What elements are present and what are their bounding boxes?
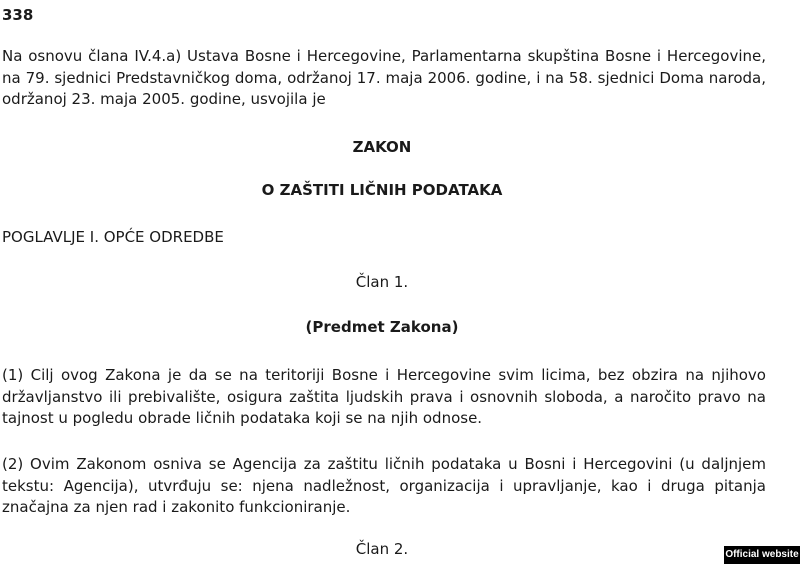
page-number: 338 [2, 6, 34, 24]
law-title-heading: O ZAŠTITI LIČNIH PODATAKA [261, 181, 503, 199]
article-1-heading: Član 1. [355, 273, 409, 291]
article-2-heading: Član 2. [355, 540, 409, 558]
law-type-heading: ZAKON [352, 138, 412, 156]
article-1-subject: (Predmet Zakona) [305, 318, 459, 336]
chapter-heading: POGLAVLJE I. OPĆE ODREDBE [2, 228, 224, 246]
article-1-paragraph-2: (2) Ovim Zakonom osniva se Agencija za zaštitu ličnih podataka u Bosni i Hercegovini (u daljnjem tekstu: Agencija), utvrđuju se: njena nadležnost, organizacija i upravljanje, kao i druga pitanja značajna za njen rad i zakonito funkcioniranje. [2, 455, 766, 516]
preamble-paragraph: Na osnovu člana IV.4.a) Ustava Bosne i Hercegovine, Parlamentarna skupština Bosne i Hercegovine, na 79. sjednici Predstavničkog doma, održanoj 17. maja 2006. godine, i na 58. sjednici Doma naroda, održanoj 23. maja 2005. godine, usvojila je [2, 47, 766, 108]
official-website-badge: Official website [724, 546, 800, 564]
article-1-paragraph-1: (1) Cilj ovog Zakona je da se na teritoriji Bosne i Hercegovine svim licima, bez obzira na njihovo državljanstvo ili prebivalište, osigura zaštita ljudskih prava i osnovnih sloboda, a naročito pravo na tajnost u pogledu obrade ličnih podataka koji se na njih odnose. [2, 366, 766, 427]
